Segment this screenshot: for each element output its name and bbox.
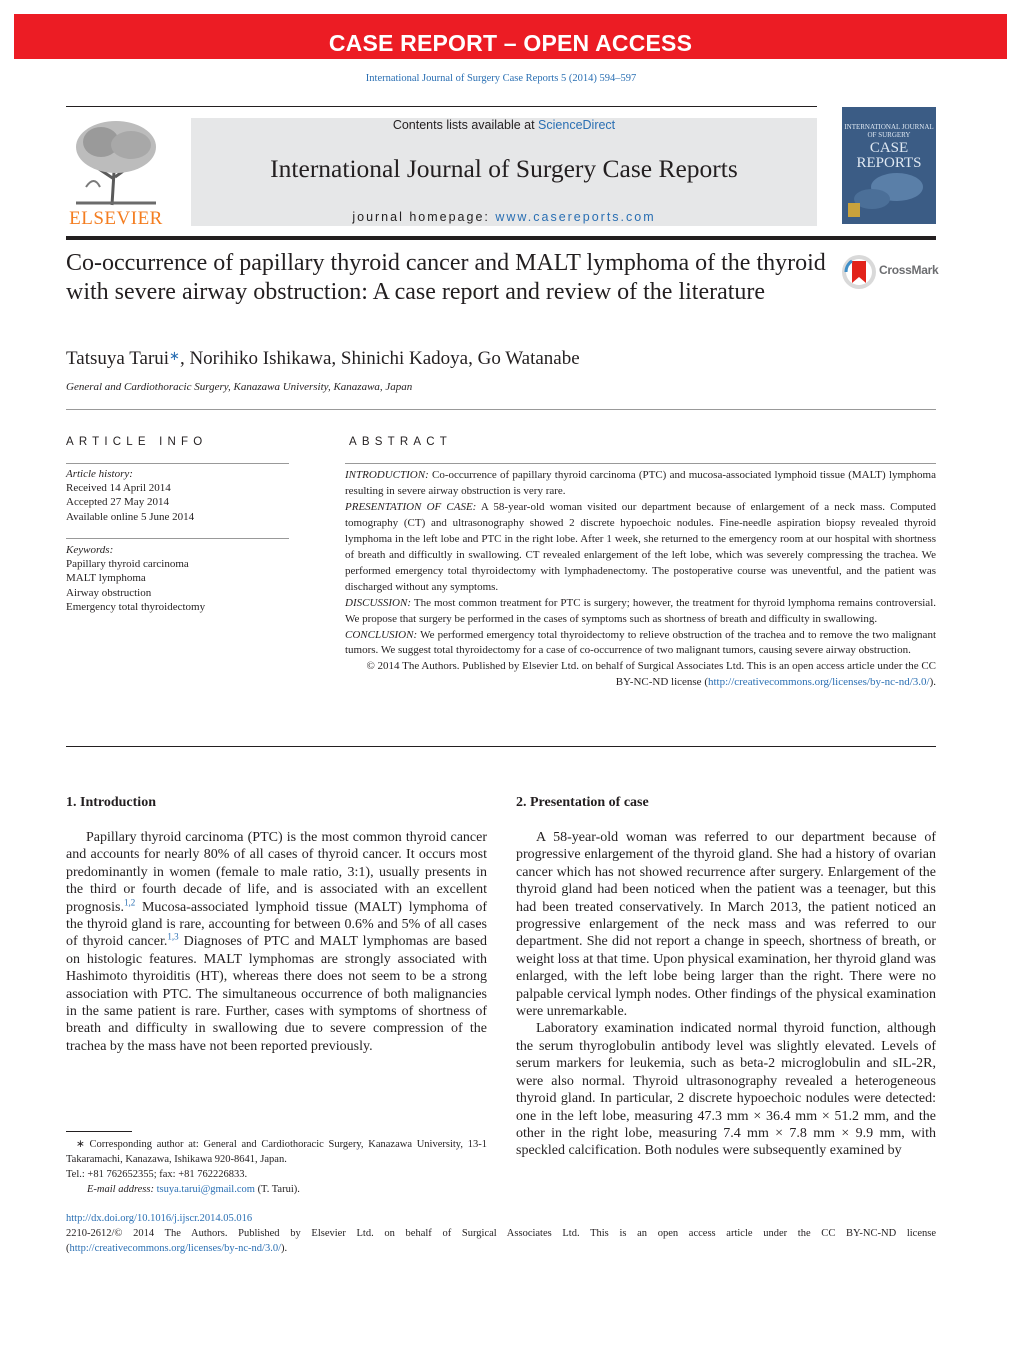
article-info-heading: ARTICLE INFO — [66, 436, 208, 448]
copyright-line: 2210-2612/© 2014 The Authors. Published by Elsevier Ltd. on behalf of Surgical Associates Ltd. This is an open access article under the CC BY-NC-ND license — [66, 1228, 936, 1239]
section-heading-case: 2. Presentation of case — [516, 795, 649, 810]
abstract-introduction: INTRODUCTION: Co-occurrence of papillary thyroid carcinoma (PTC) and mucosa-associated lymphoid tissue (MALT) lymphoma resulting in severe airway obstruction is very rare. — [345, 469, 936, 497]
header-bottom-rule — [66, 236, 936, 240]
history-label: Article history: — [66, 468, 133, 480]
author-name: Norihiko Ishikawa — [189, 348, 332, 369]
history-accepted: Accepted 27 May 2014 — [66, 496, 169, 509]
crossmark-icon[interactable] — [840, 253, 878, 291]
contents-prefix: Contents lists available at — [392, 118, 539, 132]
article-history — [66, 467, 289, 524]
header-top-rule — [66, 106, 817, 107]
footnote-corresponding: ∗ Corresponding author at: General and Cardiothoracic Surgery, Kanazawa University, 13-1 Takaramachi, Kanazawa, Ishikawa 920-8641, Japan. — [66, 1139, 487, 1165]
introduction-body — [66, 829, 487, 1055]
journal-cover-thumbnail[interactable] — [842, 107, 936, 224]
elsevier-tree-logo — [66, 117, 166, 207]
footnote-email: E-mail address: tsuya.tarui@gmail.com (T. Tarui). — [87, 1184, 300, 1195]
reference-link[interactable]: 1,3 — [167, 931, 179, 942]
keywords-label: Keywords: — [66, 544, 114, 556]
keyword: Emergency total thyroidectomy — [66, 600, 206, 613]
homepage-prefix: journal homepage: — [352, 210, 496, 224]
author-name: Shinichi Kadoya — [340, 348, 469, 369]
section-heading-introduction: 1. Introduction — [66, 795, 156, 810]
author-name: Go Watanabe — [477, 348, 580, 369]
author-list — [66, 348, 580, 370]
bottom-info — [66, 1211, 936, 1256]
divider — [66, 463, 289, 464]
abstract-conclusion: CONCLUSION: We performed emergency total thyroidectomy to relieve obstruction of the trachea and to remove the two malignant tumors. We suggest total thyroidectomy for a case of co-occurrence of two malignant tumors, causing severe airway obstruction. — [345, 628, 936, 657]
abstract-body — [345, 468, 936, 691]
keywords — [66, 543, 289, 614]
contents-line — [191, 118, 817, 132]
footnote — [66, 1137, 487, 1197]
abstract-license: © 2014 The Authors. Published by Elsevier Ltd. on behalf of Surgical Associates Ltd. This is an open access article under the CC BY-NC-ND license (http://creativecommons.org/licenses/by-nc-nd/3.0/). — [366, 660, 936, 689]
abstract-heading: ABSTRACT — [349, 436, 452, 448]
elsevier-wordmark: ELSEVIER — [69, 208, 163, 229]
author-separator: , — [331, 348, 341, 369]
doi-link[interactable]: http://dx.doi.org/10.1016/j.ijscr.2014.05.016 — [66, 1213, 253, 1224]
license-link[interactable]: http://creativecommons.org/licenses/by-nc-nd/3.0/ — [707, 676, 930, 689]
author-separator: , — [179, 348, 190, 369]
case-report-banner: CASE REPORT – OPEN ACCESS — [14, 14, 1007, 59]
cover-title-small: INTERNATIONAL JOURNAL OF SURGERY — [844, 123, 934, 139]
cover-title-large: CASE REPORTS — [856, 140, 922, 171]
abstract-case: PRESENTATION OF CASE: A 58-year-old woman visited our department because of enlargement of a neck mass. Computed tomography (CT) and ultrasonography showed 2 discrete hypoechoic nodules. Fine-needle aspiration biopsy revealed thyroid lymphoma in the left lobe and PTC in the right lobe. After 1 week, she returned to the emergency room at our hospital with shortness of breath and difficultly in swallowing. CT revealed enlargement of the left lobe, which was severely compressing the trachea. We performed emergency total thyroidectomy with lymphadenectomy. The postoperative course was uneventful, and the patient was discharged without any symptoms. — [345, 500, 936, 593]
homepage-link[interactable]: www.casereports.com — [495, 210, 656, 224]
footnote-phone: Tel.: +81 762652355; fax: +81 762226833. — [66, 1169, 248, 1180]
case-paragraph: Laboratory examination indicated normal thyroid function, although the serum thyroglobulin antibody level was slightly elevated. Levels of serum markers for leukemia, such as beta-2 microglobulin and sIL-2R, were also normal. Thyroid ultrasonography revealed a heterogeneous thyroid gland. In particular, 2 discrete hypoechoic nodules were detected: one in the left lobe, measuring 47.3 mm × 36.4 mm × 51.2 mm, and the other in the right lobe, measuring 7.4 mm × 7.8 mm × 9.9 mm, with speckled calcification. Both nodules were subsequently examined by — [516, 1021, 936, 1159]
keyword: MALT lymphoma — [66, 572, 146, 585]
introduction-paragraph: Papillary thyroid carcinoma (PTC) is the most common thyroid cancer and accounts for nearly 80% of all cases of thyroid cancer. It occurs most predominantly in women (female to male ratio, 3:1), usually presents in the third or fourth decade of life, and is associated with an excellent prognosis.$^{1,2}$ Mucosa-associated lymphoid tissue (MALT) lymphoma of the thyroid gland is rare, accounting for between 0.6% and 5% of all cases of thyroid cancer.$^{1,3}$ Diagnoses of PTC and MALT lymphomas are based on histologic features. MALT lymphomas are strongly associated with Hashimoto thyroiditis (HT), whereas there does not seem to be a strong association with PTC. The simultaneous occurrence of both malignancies in the same patient is rare. Further, cases with symptoms of shortness of breath and difficulty in swallowing due to severe compression of the trachea by the mass have not been reported previously. — [66, 830, 487, 1054]
sciencedirect-link[interactable]: ScienceDirect — [538, 118, 616, 132]
journal-citation[interactable]: International Journal of Surgery Case Reports 5 (2014) 594–597 — [365, 73, 637, 84]
affiliation: General and Cardiothoracic Surgery, Kanazawa University, Kanazawa, Japan — [66, 381, 413, 393]
keyword: Airway obstruction — [66, 586, 152, 599]
article-title: Co-occurrence of papillary thyroid cancer and MALT lymphoma of the thyroid with severe airway obstruction: A case report and review of the literature — [66, 250, 826, 305]
divider — [66, 538, 289, 539]
footnote-rule — [66, 1131, 132, 1132]
divider — [66, 746, 936, 747]
author-separator: , — [468, 348, 478, 369]
email-link[interactable]: tsuya.tarui@gmail.com — [156, 1184, 255, 1195]
crossmark-label[interactable]: CrossMark — [879, 263, 939, 277]
history-received: Received 14 April 2014 — [66, 482, 171, 495]
reference-link[interactable]: 1,2 — [123, 896, 136, 907]
license-line: (http://creativecommons.org/licenses/by-nc-nd/3.0/). — [66, 1243, 288, 1254]
abstract-discussion: DISCUSSION: The most common treatment for PTC is surgery; however, the treatment for thyroid lymphoma remains controversial. We propose that surgery be performed in the cases of symptoms such as shortness of breath and difficulty in swallowing. — [345, 596, 936, 625]
journal-title: International Journal of Surgery Case Reports — [270, 154, 738, 183]
keyword: Papillary thyroid carcinoma — [66, 558, 189, 571]
history-online: Available online 5 June 2014 — [66, 510, 195, 523]
author-name: Tatsuya Tarui — [66, 348, 170, 369]
license-link[interactable]: http://creativecommons.org/licenses/by-nc-nd/3.0/ — [69, 1243, 282, 1254]
corresponding-author-mark[interactable]: ∗ — [169, 348, 180, 363]
case-paragraph: A 58-year-old woman was referred to our department because of progressive enlargement of the thyroid gland. She had a history of ovarian cancer which has not showed recurrence after surgery. Enlargement of the thyroid gland had been noticed when the patient was a teenager, but this had been treated conservatively. In March 2013, the patient noticed an progressive enlargement of the neck mass and was referred to our department. She did not report a change in speech, shortness of breath, or weight loss at that time. Upon physical examination, her thyroid gland was enlarged, with the left lobe being larger than the right. There were no palpable cervical lymph nodes. Other findings of the physical examination were unremarkable. — [516, 830, 936, 1020]
divider — [66, 409, 936, 410]
divider — [345, 463, 936, 464]
journal-homepage — [191, 210, 817, 224]
case-body — [516, 829, 936, 1160]
